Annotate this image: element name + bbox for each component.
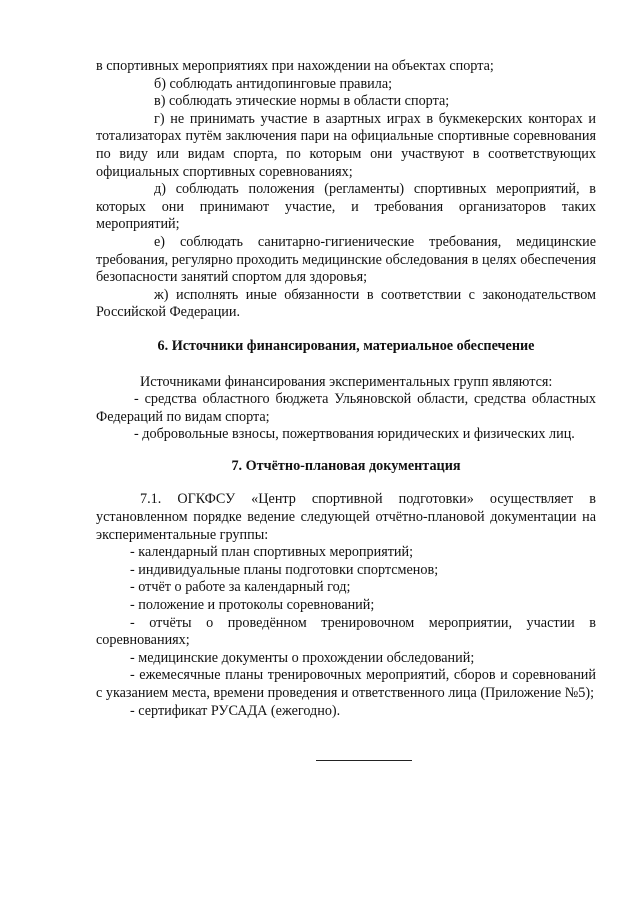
end-of-document-line bbox=[316, 760, 412, 761]
document-page bbox=[96, 58, 596, 720]
obligation-item-zh: ж) исполнять иные обязанности в соответствии с законодательством Российской Федерации. bbox=[96, 286, 596, 321]
document-list-item: - медицинские документы о прохождении обследований; bbox=[130, 649, 475, 666]
document-list-item: - календарный план спортивных мероприятий; bbox=[130, 544, 414, 561]
document-list-item: - ежемесячные планы тренировочных мероприятий, сборов и соревнований с указанием места, времени проведения и ответственного лица (Приложение №5); bbox=[96, 667, 596, 701]
document-list-item: - отчёт о работе за календарный год; bbox=[130, 579, 351, 596]
obligation-item-e: е) соблюдать санитарно-гигиенические требования, медицинские требования, регулярно проходить медицинские обследования в целях обеспечения безопасности занятий спортом для здоровья; bbox=[96, 233, 596, 286]
obligation-item-g: г) не принимать участие в азартных играх в букмекерских конторах и тотализаторах путём заключения пари на официальные спортивные соревнования по виду или видам спорта, по которым они участвуют в соответствующих официальных спортивных соревнованиях; bbox=[96, 110, 596, 180]
paragraph-continuation: в спортивных мероприятиях при нахождении на объектах спорта; bbox=[96, 58, 494, 74]
document-list-item: - сертификат РУСАДА (ежегодно). bbox=[130, 702, 341, 719]
document-list-item: - отчёты о проведённом тренировочном мероприятии, участии в соревнованиях; bbox=[96, 614, 596, 649]
funding-item: - средства областного бюджета Ульяновской области, средства областных Федераций по видам спорта; bbox=[96, 391, 596, 425]
obligation-item-d: д) соблюдать положения (регламенты) спортивных мероприятий, в которых они принимают участие, и требования организаторов таких мероприятий; bbox=[96, 181, 596, 233]
section-7-intro: 7.1. ОГКФСУ «Центр спортивной подготовки» осуществляет в установленном порядке ведение следующей отчётно-плановой документации на экспериментальные группы: bbox=[96, 491, 596, 543]
document-list-item: - индивидуальные планы подготовки спортсменов; bbox=[130, 561, 439, 578]
section-7-heading: 7. Отчётно-плановая документация bbox=[231, 457, 461, 474]
document-list-item: - положение и протоколы соревнований; bbox=[130, 597, 375, 614]
section-6-heading: 6. Источники финансирования, материальное обеспечение bbox=[157, 337, 535, 354]
section-6-intro: Источниками финансирования экспериментальных групп являются: bbox=[140, 373, 553, 390]
obligation-item-b: б) соблюдать антидопинговые правила; bbox=[154, 75, 393, 92]
obligation-item-v: в) соблюдать этические нормы в области спорта; bbox=[154, 93, 450, 110]
funding-item: - добровольные взносы, пожертвования юридических и физических лиц. bbox=[134, 426, 575, 443]
